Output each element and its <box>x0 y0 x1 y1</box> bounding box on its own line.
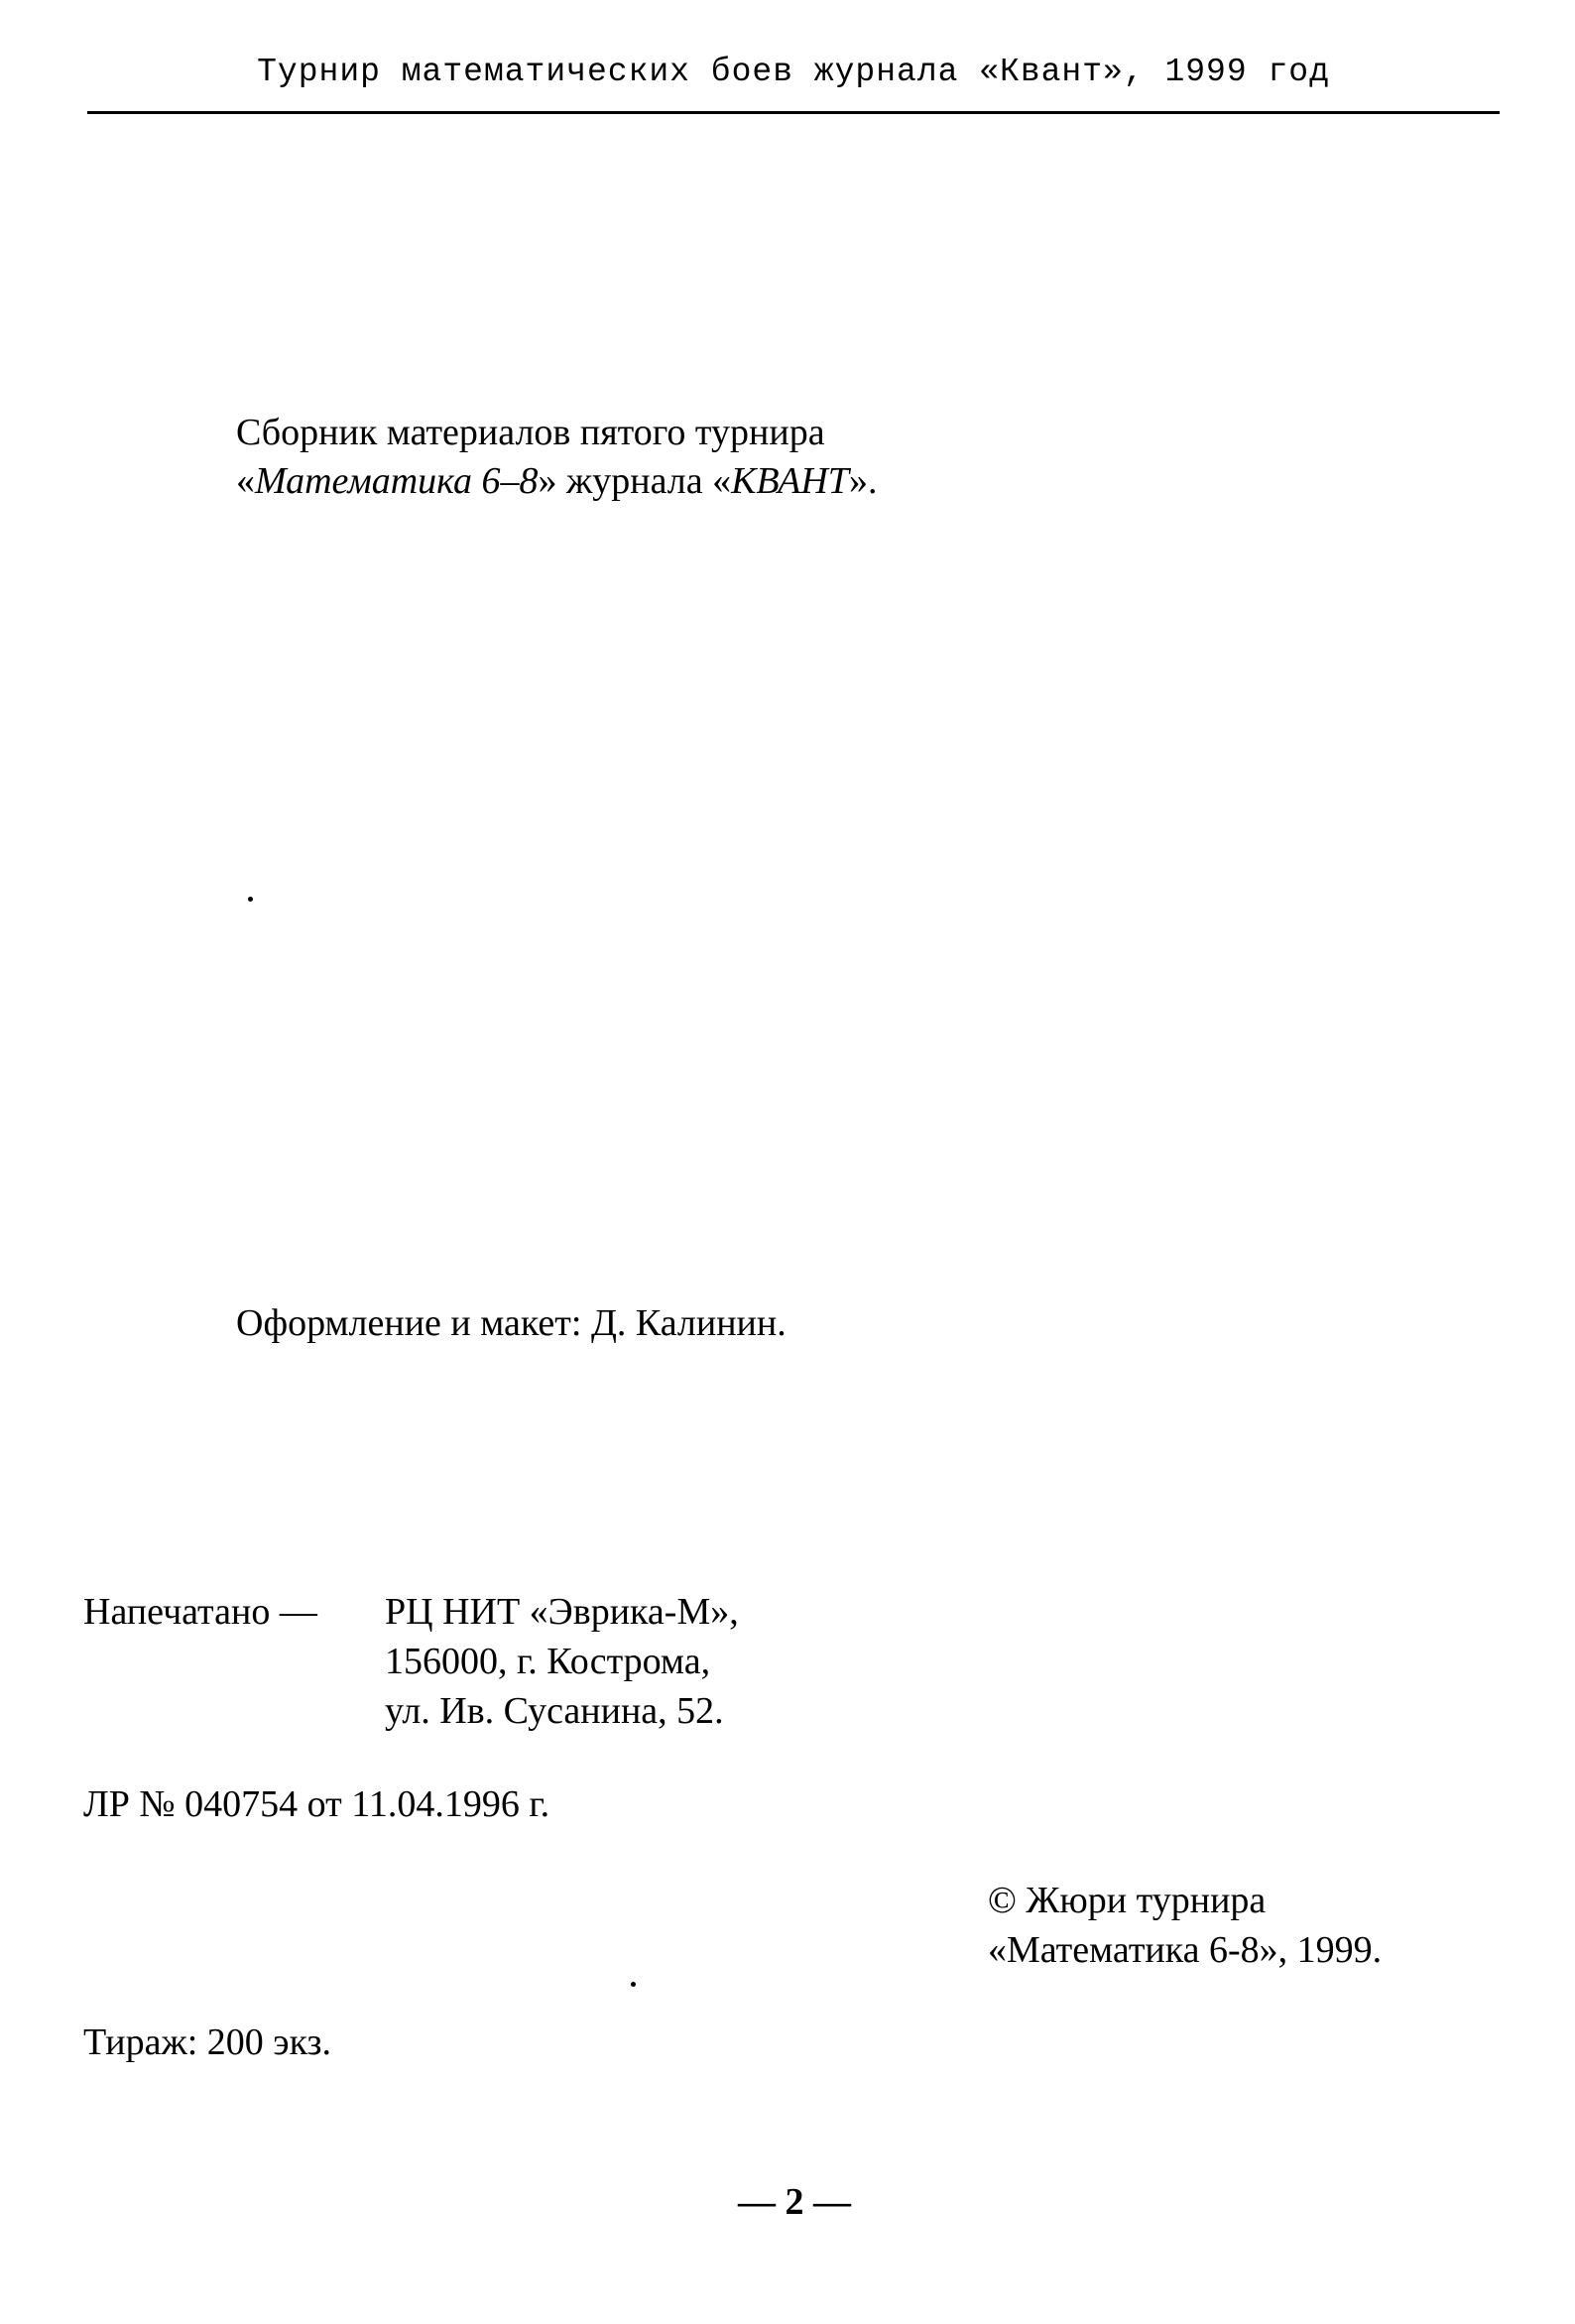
journal-text: » журнала « <box>538 460 732 502</box>
collection-title-line1: Сборник материалов пятого турнира <box>236 412 825 453</box>
running-header: Турнир математических боев журнала «Квант», 1999 год <box>257 54 1330 90</box>
printed-by-label: Напечатано — <box>83 1591 317 1633</box>
printer-name: РЦ НИТ «Эврика-М», <box>385 1591 739 1633</box>
design-credit: Оформление и макет: Д. Калинин. <box>236 1302 787 1344</box>
printer-city: 156000, г. Кострома, <box>385 1641 711 1682</box>
print-speck <box>631 1982 636 1987</box>
copyright-line2: «Математика 6-8», 1999. <box>988 1929 1383 1971</box>
tournament-name: Математика 6–8 <box>255 460 539 502</box>
collection-title-line2 <box>236 458 877 504</box>
printer-street: ул. Ив. Сусанина, 52. <box>385 1690 724 1732</box>
header-divider <box>87 111 1500 114</box>
circulation: Тираж: 200 экз. <box>83 2021 332 2063</box>
journal-name: КВАНТ <box>731 460 849 502</box>
quote-close: ». <box>848 460 878 502</box>
license-number: ЛР № 040754 от 11.04.1996 г. <box>83 1783 550 1825</box>
quote-open: « <box>236 460 255 502</box>
print-speck <box>248 897 253 902</box>
copyright-line1: © Жюри турнира <box>988 1880 1267 1921</box>
page-number: — 2 — <box>738 2181 851 2223</box>
